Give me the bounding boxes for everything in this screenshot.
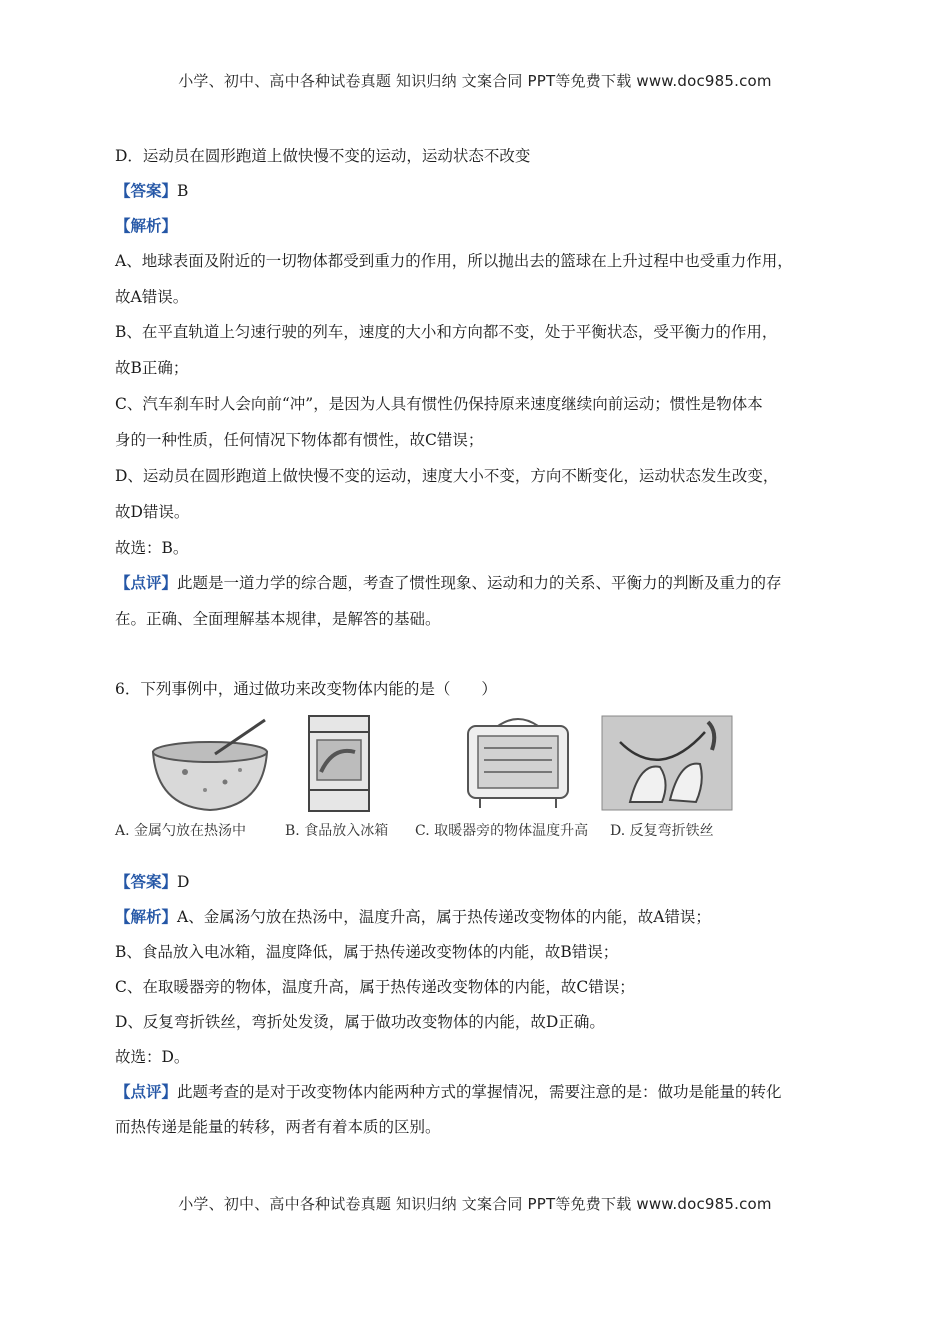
q6-comment-cont: 而热传递是能量的转移，两者有着本质的区别。 [115,1118,441,1136]
q5-analysis-line: D、运动员在圆形跑道上做快慢不变的运动，速度大小不变，方向不断变化，运动状态发生改变， [115,467,779,485]
page-footer: 小学、初中、高中各种试卷真题 知识归纳 文案合同 PPT等免费下载 www.doc985.com [178,1195,772,1213]
q5-analysis-line: 故A错误。 [115,288,189,306]
analysis-tag: 【解析】 [115,907,178,926]
q6-figure-strip [115,712,735,842]
q5-comment: 【点评】此题是一道力学的综合题，考查了惯性现象、运动和力的关系、平衡力的判断及重力的存 [115,573,782,592]
answer-value: B [177,182,189,200]
q5-analysis-tag: 【解析】 [115,216,178,235]
q5-analysis-line: A、地球表面及附近的一切物体都受到重力的作用，所以抛出去的篮球在上升过程中也受重力作用， [115,252,793,270]
comment-tag: 【点评】 [115,1082,178,1101]
heater-illustration [460,712,575,817]
q5-comment-cont: 在。正确、全面理解基本规律，是解答的基础。 [115,610,441,628]
answer-value: D [177,873,190,891]
caption-c: C. 取暖器旁的物体温度升高 [415,823,589,839]
comment-tag: 【点评】 [115,573,178,592]
bending-wire-illustration [600,712,735,817]
caption-b: B. 食品放入冰箱 [285,823,389,839]
q6-analysis: 【解析】A、金属汤勺放在热汤中，温度升高，属于热传递改变物体的内能，故A错误； [115,907,711,926]
q5-option-d: D．运动员在圆形跑道上做快慢不变的运动，运动状态不改变 [115,147,531,165]
q6-analysis-line: C、在取暖器旁的物体，温度升高，属于热传递改变物体的内能，故C错误； [115,978,635,996]
q6-comment: 【点评】此题考查的是对于改变物体内能两种方式的掌握情况，需要注意的是：做功是能量的转化 [115,1082,782,1101]
fridge-illustration [303,712,383,817]
q5-analysis-line: 故B正确； [115,359,189,377]
answer-tag: 【答案】 [115,872,178,891]
q6-analysis-line: D、反复弯折铁丝，弯折处发烫，属于做功改变物体的内能，故D正确。 [115,1013,605,1031]
q6-analysis-line: B、食品放入电冰箱，温度降低，属于热传递改变物体的内能，故B错误； [115,943,619,961]
q6-choice: 故选：D。 [115,1048,190,1066]
answer-tag: 【答案】 [115,181,178,200]
q6-stem: 6．下列事例中，通过做功来改变物体内能的是（ ） [115,680,497,698]
q5-analysis-line: 身的一种性质，任何情况下物体都有惯性，故C错误； [115,431,484,449]
page-header: 小学、初中、高中各种试卷真题 知识归纳 文案合同 PPT等免费下载 www.doc985.com [178,72,772,90]
q5-analysis-line: B、在平直轨道上匀速行驶的列车，速度的大小和方向都不变，处于平衡状态，受平衡力的作用， [115,323,778,341]
q5-analysis-line: 故D错误。 [115,503,190,521]
q5-answer [115,181,188,201]
q6-answer [115,872,189,892]
caption-a: A. 金属勺放在热汤中 [115,823,247,839]
q5-analysis-line: C、汽车刹车时人会向前“冲”，是因为人具有惯性仍保持原来速度继续向前运动；惯性是物体本 [115,395,763,413]
caption-d: D. 反复弯折铁丝 [610,823,714,839]
bowl-spoon-illustration [145,712,275,817]
q5-choice: 故选：B。 [115,539,189,557]
